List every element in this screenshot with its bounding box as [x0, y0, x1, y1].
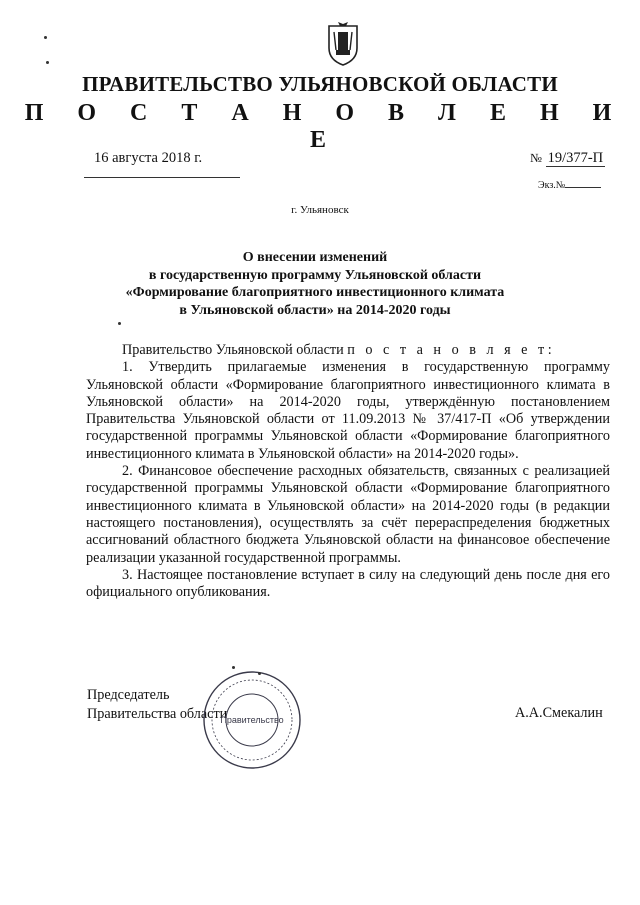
decree-date: 16 августа 2018 г. — [94, 150, 203, 166]
official-seal-icon — [200, 668, 305, 773]
intro-lead: Правительство Ульяновской области — [122, 342, 344, 358]
number-label: № — [530, 151, 542, 165]
copy-label: Экз.№ — [538, 180, 566, 191]
scan-speck — [44, 36, 47, 39]
date-underline — [84, 177, 240, 178]
decree-title: П О С Т А Н О В Л Е Н И Е — [24, 100, 626, 153]
government-title: ПРАВИТЕЛЬСТВО УЛЬЯНОВСКОЙ ОБЛАСТИ — [82, 72, 558, 96]
seal-text: Правительство — [220, 715, 284, 725]
city: г. Ульяновск — [291, 204, 349, 216]
signatory-title-line2: Правительства области — [87, 706, 228, 722]
subject-line: О внесении изменений — [242, 250, 388, 265]
signatory-title-line1: Председатель — [87, 687, 170, 703]
paragraph-2: 2. Финансовое обеспечение расходных обязательств, связанных с реализацией государственной программы Ульяновской области «Формирование благоприятного инвестиционного климата в Ульяновской области» на 2014-2020 годы (в редакции настоящего постановления), осуществлять за счёт перераспределения бюджетных ассигнований областного бюджета Ульяновской области на финансовое обеспечение реализации указанной государственной программы. — [86, 463, 610, 566]
decree-number — [530, 150, 605, 167]
decree-body — [86, 342, 610, 601]
intro-verb: п о с т а н о в л я е т: — [347, 342, 556, 358]
paragraph-3: 3. Настоящее постановление вступает в силу на следующий день после дня его официального опубликования. — [86, 566, 610, 601]
signatory-name: А.А.Смекалин — [515, 705, 603, 721]
decree-subject — [80, 249, 550, 319]
subject-line: в Ульяновской области» на 2014-2020 годы — [179, 302, 451, 318]
number-value: 19/377-П — [547, 150, 604, 166]
coat-of-arms-icon — [326, 20, 360, 66]
scan-speck — [258, 672, 261, 675]
copy-number — [538, 180, 601, 191]
subject-line: «Формирование благоприятного инвестиционного климата — [125, 285, 505, 300]
scan-speck — [232, 666, 235, 669]
scan-speck — [118, 322, 121, 325]
subject-line: в государственную программу Ульяновской области — [148, 267, 482, 283]
scan-speck — [46, 61, 49, 64]
copy-blank — [565, 187, 601, 188]
intro-paragraph — [86, 342, 610, 359]
paragraph-1: 1. Утвердить прилагаемые изменения в государственную программу Ульяновской области «Формирование благоприятного инвестиционного климата в Ульяновской области» на 2014-2020 годы, утверждённую постановлением Правительства Ульяновской области от 11.09.2013 № 37/417-П «Об утверждении государственной программы Ульяновской области «Формирование благоприятного инвестиционного климата в Ульяновской области» на 2014-2020 годы». — [86, 359, 610, 462]
